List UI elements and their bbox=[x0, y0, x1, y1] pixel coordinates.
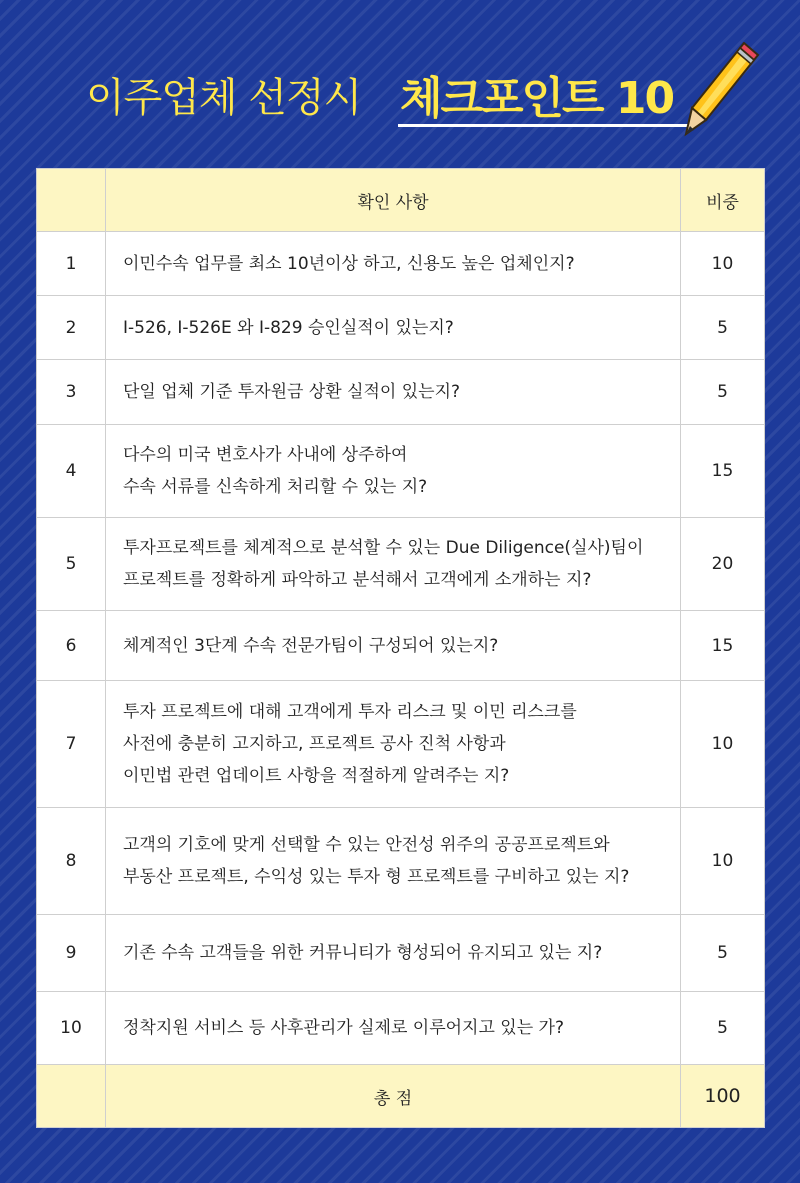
title-bold-text: 체크포인트 10 bbox=[400, 73, 674, 124]
row-number: 5 bbox=[37, 518, 106, 611]
table-row bbox=[37, 360, 765, 425]
row-item-line: 부동산 프로젝트, 수익성 있는 투자 형 프로젝트를 구비하고 있는 지? bbox=[123, 867, 630, 887]
row-item-text bbox=[106, 808, 681, 915]
row-weight: 15 bbox=[681, 425, 765, 518]
row-item-line: 단일 업체 기준 투자원금 상환 실적이 있는지? bbox=[123, 382, 461, 402]
header-item: 확인 사항 bbox=[106, 169, 681, 232]
row-weight: 10 bbox=[681, 808, 765, 915]
table-header-row bbox=[37, 169, 765, 232]
row-item-line: 기존 수속 고객들을 위한 커뮤니티가 형성되어 유지되고 있는 지? bbox=[123, 943, 603, 963]
row-item-text bbox=[106, 425, 681, 518]
row-item-line: 수속 서류를 신속하게 처리할 수 있는 지? bbox=[123, 477, 428, 497]
table-row bbox=[37, 425, 765, 518]
row-item-line: 체계적인 3단계 수속 전문가팀이 구성되어 있는지? bbox=[123, 635, 499, 656]
row-item-line: 이민법 관련 업데이트 사항을 적절하게 알려주는 지? bbox=[123, 766, 510, 786]
row-item-line: 프로젝트를 정확하게 파악하고 분석해서 고객에게 소개하는 지? bbox=[123, 570, 592, 590]
row-number: 9 bbox=[37, 915, 106, 992]
table-row bbox=[37, 992, 765, 1065]
row-number: 3 bbox=[37, 360, 106, 425]
row-number: 8 bbox=[37, 808, 106, 915]
row-item-line: 이민수속 업무를 최소 10년이상 하고, 신용도 높은 업체인지? bbox=[123, 253, 575, 274]
title-light-text: 이주업체 선정시 bbox=[86, 75, 362, 121]
row-item-line: 사전에 충분히 고지하고, 프로젝트 공사 진척 사항과 bbox=[123, 734, 506, 754]
row-item-text bbox=[106, 915, 681, 992]
row-weight: 5 bbox=[681, 992, 765, 1065]
row-item-text bbox=[106, 518, 681, 611]
row-number: 4 bbox=[37, 425, 106, 518]
table-row bbox=[37, 681, 765, 808]
table-row bbox=[37, 915, 765, 992]
row-weight: 10 bbox=[681, 232, 765, 296]
row-weight: 10 bbox=[681, 681, 765, 808]
row-item-text bbox=[106, 992, 681, 1065]
row-number: 6 bbox=[37, 611, 106, 681]
table-total-row bbox=[37, 1065, 765, 1128]
header-no bbox=[37, 169, 106, 232]
row-weight: 20 bbox=[681, 518, 765, 611]
total-value: 100 bbox=[681, 1065, 765, 1128]
row-item-line: 투자프로젝트를 체계적으로 분석할 수 있는 Due Diligence(실사)팀이 bbox=[123, 538, 644, 558]
row-weight: 5 bbox=[681, 915, 765, 992]
row-number: 2 bbox=[37, 296, 106, 360]
table-row bbox=[37, 232, 765, 296]
row-item-text bbox=[106, 681, 681, 808]
total-blank bbox=[37, 1065, 106, 1128]
row-item-line: 다수의 미국 변호사가 사내에 상주하여 bbox=[123, 445, 408, 465]
checkpoint-table bbox=[36, 168, 765, 1128]
row-weight: 15 bbox=[681, 611, 765, 681]
row-item-text bbox=[106, 296, 681, 360]
row-item-text bbox=[106, 611, 681, 681]
row-item-line: 고객의 기호에 맞게 선택할 수 있는 안전성 위주의 공공프로젝트와 bbox=[123, 835, 610, 855]
row-item-line: I-526, I-526E 와 I-829 승인실적이 있는지? bbox=[123, 317, 454, 338]
table-row bbox=[37, 518, 765, 611]
table-row bbox=[37, 611, 765, 681]
header-weight: 비중 bbox=[681, 169, 765, 232]
row-item-text bbox=[106, 232, 681, 296]
row-number: 1 bbox=[37, 232, 106, 296]
total-label: 총 점 bbox=[106, 1065, 681, 1128]
table-row bbox=[37, 296, 765, 360]
row-item-text bbox=[106, 360, 681, 425]
row-number: 7 bbox=[37, 681, 106, 808]
row-weight: 5 bbox=[681, 296, 765, 360]
row-weight: 5 bbox=[681, 360, 765, 425]
table-row bbox=[37, 808, 765, 915]
pencil-icon bbox=[680, 42, 760, 142]
row-item-line: 정착지원 서비스 등 사후관리가 실제로 이루어지고 있는 가? bbox=[123, 1018, 564, 1038]
title-underline bbox=[398, 124, 690, 127]
row-number: 10 bbox=[37, 992, 106, 1065]
row-item-line: 투자 프로젝트에 대해 고객에게 투자 리스크 및 이민 리스크를 bbox=[123, 702, 577, 722]
